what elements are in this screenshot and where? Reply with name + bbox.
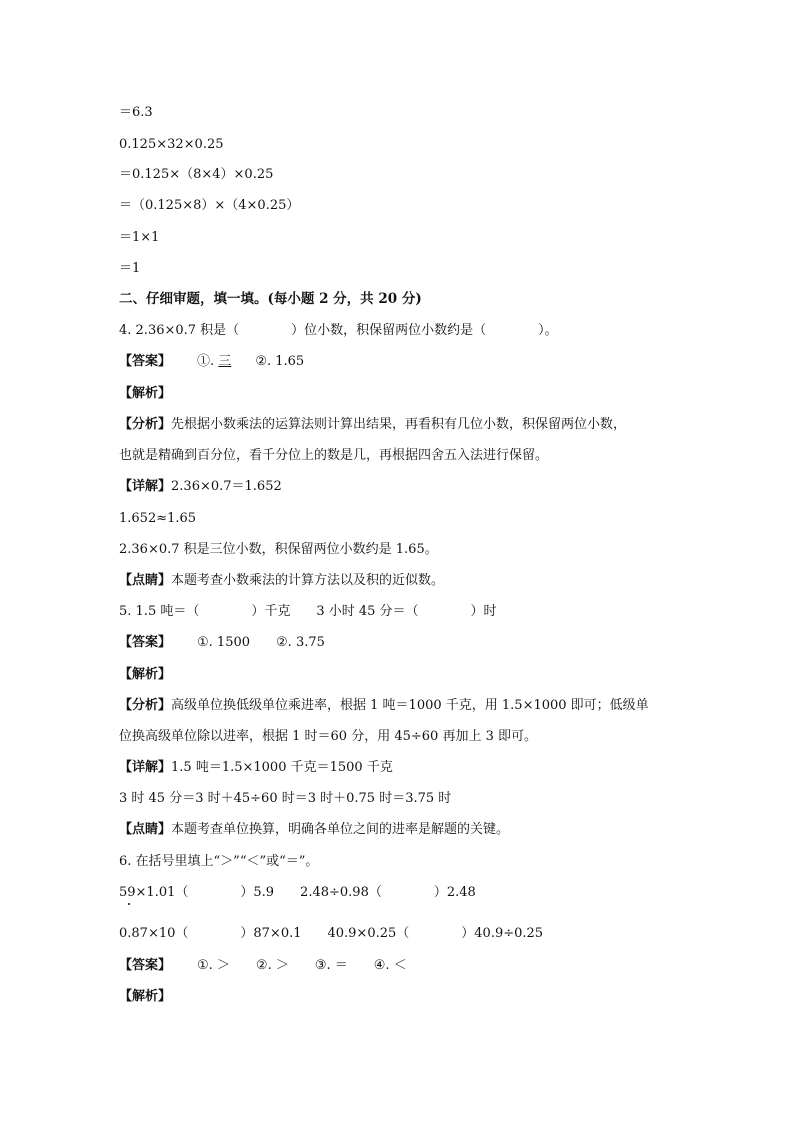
calc-line: ＝1×1 xyxy=(119,230,160,245)
remark-line xyxy=(119,572,444,590)
answer-line xyxy=(119,353,304,371)
calc-line: ＝（0.125×8）×（4×0.25） xyxy=(119,198,300,213)
question-5: 5. 1.5 吨＝（ ）千克 3 小时 45 分＝（ ）时 xyxy=(119,604,497,619)
answer-tag: 【答案】 xyxy=(119,958,172,973)
detail-tag: 【详解】 xyxy=(119,479,172,494)
jiexi-tag: 【解析】 xyxy=(119,386,172,401)
jiexi-tag: 【解析】 xyxy=(119,667,172,682)
question-4: 4. 2.36×0.7 积是（ ）位小数，积保留两位小数约是（ ）。 xyxy=(119,323,558,338)
analysis-line xyxy=(119,697,649,715)
answer-line xyxy=(119,957,407,975)
remark-line xyxy=(119,821,509,839)
remark-tag: 【点睛】 xyxy=(119,822,172,837)
answer-line xyxy=(119,634,325,652)
analysis-tag: 【分析】 xyxy=(119,417,172,432)
analysis-text: 高级单位换低级单位乘进率，根据 1 吨＝1000 千克，用 1.5×1000 即可；低级单 xyxy=(171,698,649,713)
comparison-row: 59×1.01（ ）5.9 2.48÷0.98（ ）2.48 xyxy=(119,885,476,900)
analysis-text: 先根据小数乘法的运算法则计算出结果，再看积有几位小数，积保留两位小数， xyxy=(171,417,627,432)
analysis-line xyxy=(119,416,626,434)
comparison-row: 0.87×10（ ）87×0.1 40.9×0.25（ ）40.9÷0.25 xyxy=(119,926,544,941)
detail-line: 2.36×0.7 积是三位小数，积保留两位小数约是 1.65。 xyxy=(119,542,438,557)
answer-a-num: ①. xyxy=(197,354,215,369)
answer-tag: 【答案】 xyxy=(119,354,172,369)
remark-text: 本题考查小数乘法的计算方法以及积的近似数。 xyxy=(171,573,445,588)
remark-tag: 【点睛】 xyxy=(119,573,172,588)
calc-line: ＝1 xyxy=(119,261,141,276)
detail-text: 1.5 吨＝1.5×1000 千克＝1500 千克 xyxy=(171,760,393,775)
answer-text: ①. ＞ ②. ＞ ③. ＝ ④. ＜ xyxy=(197,958,407,973)
analysis-line: 位换高级单位除以进率，根据 1 时＝60 分，用 45÷60 再加上 3 即可。 xyxy=(119,729,537,744)
answer-b: ②. 1.65 xyxy=(255,354,305,369)
analysis-tag: 【分析】 xyxy=(119,698,172,713)
repeating-decimal-dot xyxy=(128,903,130,905)
remark-text: 本题考查单位换算，明确各单位之间的进率是解题的关键。 xyxy=(171,822,510,837)
analysis-line: 也就是精确到百分位，看千分位上的数是几，再根据四舍五入法进行保留。 xyxy=(119,448,549,463)
detail-text: 2.36×0.7＝1.652 xyxy=(171,479,282,494)
answer-text: ①. 1500 ②. 3.75 xyxy=(197,635,325,650)
answer-tag: 【答案】 xyxy=(119,635,172,650)
detail-tag: 【详解】 xyxy=(119,760,172,775)
detail-line xyxy=(119,478,282,496)
detail-line xyxy=(119,759,393,777)
calc-line: 0.125×32×0.25 xyxy=(119,137,224,152)
question-6: 6. 在括号里填上“＞”“＜”或“＝”。 xyxy=(119,854,319,869)
calc-line: ＝6.3 xyxy=(119,105,153,120)
jiexi-tag: 【解析】 xyxy=(119,989,172,1004)
answer-a-value: 三 xyxy=(218,354,232,369)
calc-line: ＝0.125×（8×4）×0.25 xyxy=(119,167,274,182)
detail-line: 1.652≈1.65 xyxy=(119,511,197,526)
detail-line: 3 时 45 分＝3 时＋45÷60 时＝3 时＋0.75 时＝3.75 时 xyxy=(119,791,452,806)
section-title: 二、仔细审题，填一填。(每小题 2 分，共 20 分) xyxy=(119,291,422,307)
